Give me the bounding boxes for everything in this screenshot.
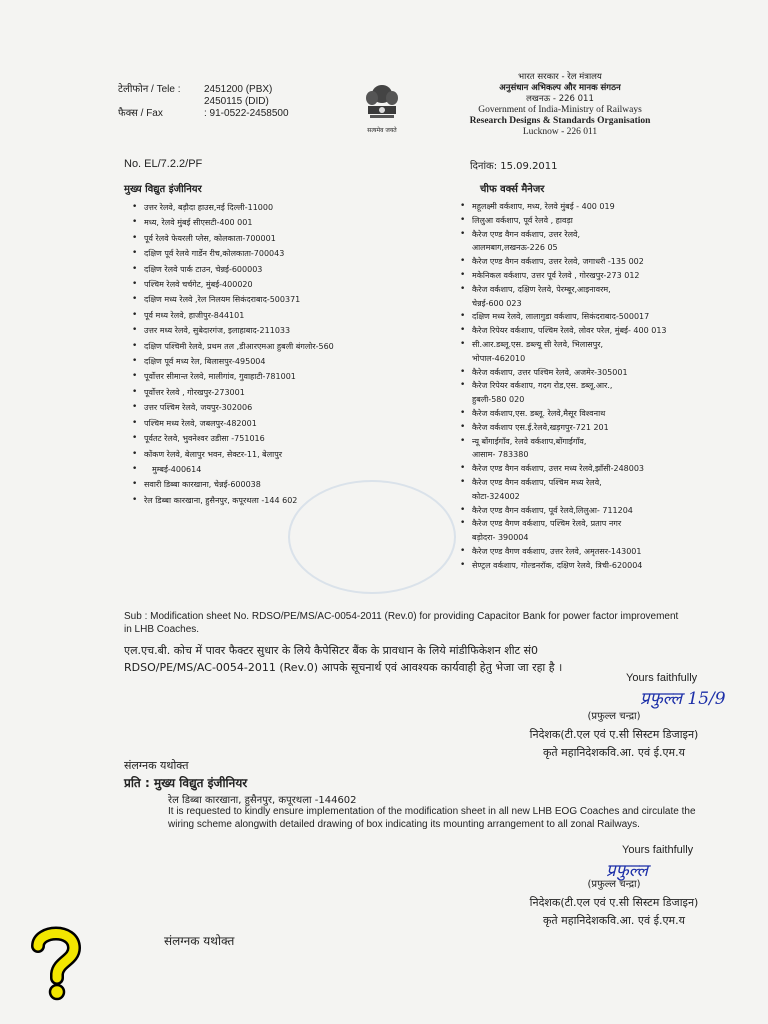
- list-item-continuation: चेन्नई-600 023: [472, 298, 522, 308]
- signature-1: प्रफुल्ल 15/9: [640, 689, 726, 709]
- list-item: • कैरेज एण्ड वैगन वर्कशाप, उत्तर रेलवे, जगाधरी -135 002: [460, 255, 760, 269]
- addressee-list-right: [460, 200, 760, 573]
- enclosure-2: संलग्नक यथोक्त: [164, 934, 235, 948]
- list-item-continuation: • मुम्बई-400614: [132, 462, 462, 477]
- org-hindi-3: लखनऊ - 226 011: [526, 94, 594, 104]
- organisation-block: [460, 72, 660, 138]
- subject-line: Sub : Modification sheet No. RDSO/PE/MS/AC-0054-2011 (Rev.0) for providing Capacitor Bank for power factor improvement in LHB Coaches.: [124, 611, 679, 635]
- contact-block: [118, 84, 289, 120]
- hindi-body-line-2: RDSO/PE/MS/AC-0054-2011 (Rev.0) आपके सूचनार्थ एवं आवश्यक कार्यवाही हेतु भेजा जा रहा है ।: [124, 661, 563, 674]
- list-item-continuation: आसाम- 783380: [472, 450, 529, 460]
- list-item: • मध्य, रेलवे मुंबई सीएसटी-400 001: [132, 215, 462, 230]
- signature-2: प्रफुल्ल: [606, 861, 648, 881]
- question-mark-icon[interactable]: [26, 924, 86, 1004]
- list-item: • दक्षिण पूर्व रेलवे गार्डेन रीच,कोलकाता-700043: [132, 246, 462, 261]
- list-item: • पश्चिम रेलवे चर्चगेट, मुंबई-400020: [132, 277, 462, 292]
- list-item-continuation: कोटा-324002: [472, 491, 520, 501]
- signatory-name-2: (प्रफुल्ल चन्द्रा): [587, 879, 641, 890]
- list-item: • दक्षिण पूर्व मध्य रेल, बिलासपुर-495004: [132, 354, 462, 369]
- signatory-for-2: कृते महानिदेशकवि.आ. एवं ई.एम.य: [542, 914, 686, 927]
- copy-to-label: प्रति :: [124, 776, 150, 790]
- list-item: • न्यू बोंगाईगाँव, रेलवे वर्कशाप,बोंगाईगाँव,: [460, 435, 760, 449]
- org-en-3: Lucknow - 226 011: [522, 127, 598, 137]
- addressee-list-left: [132, 200, 462, 508]
- reference-number: No. EL/7.2.2/PF: [124, 158, 203, 170]
- list-item: • पश्चिम मध्य रेलवे, जबलपुर-482001: [132, 416, 462, 431]
- list-item: • कैरेज एण्ड वैगण वर्कशाप, उत्तर रेलवे, अमृतसर-143001: [460, 545, 760, 559]
- list-item: • पूर्वोत्तर रेलवे , गोरखपुर-273001: [132, 385, 462, 400]
- list-item: • कैरेज रिपेयर वर्कशाप, पश्चिम रेलवे, लोवर परेल, मुंबई- 400 013: [460, 324, 760, 338]
- list-item: • पूर्वोत्तर सीमान्त रेलवे, मालीगांव, गुवाहाटी-781001: [132, 369, 462, 384]
- phone-label: टेलीफोन / Tele :: [118, 84, 181, 95]
- copy-to-address: रेल डिब्बा कारखाना, हुसैनपुर, कपूरथला -144602: [168, 795, 357, 806]
- national-emblem-icon: [360, 80, 404, 138]
- list-item: • उत्तर रेलवे, बड़ौदा हाउस,नई दिल्ली-11000: [132, 200, 462, 215]
- phone-value: 2450115 (DID): [204, 96, 269, 107]
- copy-to-title: मुख्य विद्युत इंजीनियर: [153, 776, 248, 790]
- list-item: • दक्षिण मध्य रेलवे, लालागुडा वर्कशाप, सिकंदराबाद-500017: [460, 310, 760, 324]
- list-item: • कैरेज एण्ड वैगण वर्कशाप, पश्चिम रेलवे, प्रताप नगर: [460, 517, 760, 531]
- list-item: • सेण्ट्रल वर्कशाप, गोल्डनरॉक, दक्षिण रेलवे, त्रिची-620004: [460, 559, 760, 573]
- copy-to: [124, 774, 247, 791]
- hindi-body-line-1: एल.एच.बी. कोच में पावर फैक्टर सुधार के लिये कैपेसिटर बैंक के प्रावधान के लिये मांडीफिकेशन शीट सं0: [124, 644, 539, 657]
- signatory-block-1: [484, 708, 744, 762]
- list-item: • महूलक्ष्मी वर्कशाप, मध्य, रेलवे मुंबई - 400 019: [460, 200, 760, 214]
- fax-value: : 91-0522-2458500: [204, 108, 289, 119]
- list-item: • कैरेज एण्ड वैगन वर्कशाप, पश्चिम मध्य रेलवे,: [460, 476, 760, 490]
- right-heading: चीफ वर्क्स मैनेजर: [480, 184, 545, 195]
- list-item: • दक्षिण पश्चिमी रेलवे, प्रथम तल ,डीआरएमआ हुबली बंगलोर-560: [132, 339, 462, 354]
- list-item: • पूर्वतट रेलवे, भुवनेश्वर उडीसा -751016: [132, 431, 462, 446]
- list-item: • कोंकण रेलवे, बेलापुर भवन, सेक्टर-11, बेलापुर: [132, 447, 462, 462]
- list-item: • कैरेज एण्ड वैगन वर्कशाप, उत्तर मध्य रेलवे,झाँसी-248003: [460, 462, 760, 476]
- copy-body: It is requested to kindly ensure implementation of the modification sheet in all new LHB EOG Coaches and circulate the wiring scheme alongwith detailed drawing of box indicating its mounting arrangement to all zonal Railways.: [168, 806, 696, 830]
- list-item: • रेल डिब्बा कारखाना, हुसैनपुर, कपूरथला -144 602: [132, 493, 462, 508]
- list-item: • दक्षिण मध्य रेलवे ,रेल निलयम सिकंदराबाद-500371: [132, 292, 462, 307]
- list-item: • मकेनिकल वर्कशाप, उत्तर पूर्व रेलवे , गोरखपुर-273 012: [460, 269, 760, 283]
- signatory-designation-1: निदेशक(टी.एल एवं ए.सी सिस्टम डिजाइन): [529, 728, 699, 741]
- list-item: • उत्तर पश्चिम रेलवे, जयपुर-302006: [132, 400, 462, 415]
- signatory-name-1: (प्रफुल्ल चन्द्रा): [587, 711, 641, 722]
- enclosure-1: संलग्नक यथोक्त: [124, 759, 189, 772]
- left-heading: मुख्य विद्युत इंजीनियर: [124, 184, 202, 195]
- list-item: • कैरेज वर्कशाप, दक्षिण रेलवे, पेरम्बूर,आइनावरम,: [460, 283, 760, 297]
- list-item-continuation: आलमबाग,लखनऊ-226 05: [472, 243, 558, 253]
- list-item: • उत्तर मध्य रेलवे, सुबेदारगंज, इलाहाबाद-211033: [132, 323, 462, 338]
- list-item: • कैरेज वर्कशाप, उत्तर पश्चिम रेलवे, अजमेर-305001: [460, 366, 760, 380]
- list-item: • कैरेज रिपेयर वर्कशाप, गदग रोड,एस. डब्लू.आर.,: [460, 379, 760, 393]
- signatory-block-2: [484, 876, 744, 930]
- list-item: • दक्षिण रेलवे पार्क टाउन, चेन्नई-600003: [132, 262, 462, 277]
- list-item-continuation: हुबली-580 020: [472, 395, 525, 405]
- signatory-designation-2: निदेशक(टी.एल एवं ए.सी सिस्टम डिजाइन): [529, 896, 699, 909]
- org-hindi-2: अनुसंधान अभिकल्प और मानक संगठन: [499, 83, 621, 93]
- list-item-continuation: भोपाल-462010: [472, 353, 526, 363]
- emblem-caption: सत्यमेव जयते: [367, 127, 397, 134]
- fax-label: फैक्स / Fax: [118, 108, 163, 119]
- signatory-for-1: कृते महानिदेशकवि.आ. एवं ई.एम.य: [542, 746, 686, 759]
- org-hindi-1: भारत सरकार - रेल मंत्रालय: [518, 72, 602, 82]
- org-en-1: Government of India-Ministry of Railways: [478, 105, 642, 115]
- closing-1: Yours faithfully: [626, 672, 698, 684]
- letter-date: दिनांक: 15.09.2011: [470, 161, 558, 172]
- closing-2: Yours faithfully: [622, 844, 694, 856]
- phone-value: 2451200 (PBX): [204, 84, 273, 95]
- list-item: • कैरेज वर्कशाप,एस. डब्लू. रेलवे,मैसूर विश्वनाथ: [460, 407, 760, 421]
- org-en-2: Research Designs & Standards Organisation: [469, 116, 651, 126]
- list-item: • लिलुआ वर्कशाप, पूर्व रेलवे , हावड़ा: [460, 214, 760, 228]
- list-item: • सी.आर.डब्लू.एस. डब्ल्यू सी रेलवे, भिलासपुर,: [460, 338, 760, 352]
- list-item: • कैरेज एण्ड वैगन वर्कशाप, उत्तर रेलवे,: [460, 228, 760, 242]
- list-item: • सवारी डिब्बा कारखाना, चेन्नई-600038: [132, 477, 462, 492]
- hindi-body: [124, 642, 684, 676]
- list-item-continuation: बड़ोदरा- 390004: [472, 533, 529, 543]
- list-item: • कैरेज एण्ड वैगन वर्कशाप, पूर्व रेलवे,लिलुआ- 711204: [460, 504, 760, 518]
- list-item: • पूर्व रेलवे फेयरली प्लेस, कोलकाता-700001: [132, 231, 462, 246]
- list-item: • कैरेज वर्कशाप एस.ई.रेलवे,खड़गपुर-721 201: [460, 421, 760, 435]
- list-item: • पूर्व मध्य रेलवे, हाजीपुर-844101: [132, 308, 462, 323]
- faint-stamp: [288, 480, 456, 594]
